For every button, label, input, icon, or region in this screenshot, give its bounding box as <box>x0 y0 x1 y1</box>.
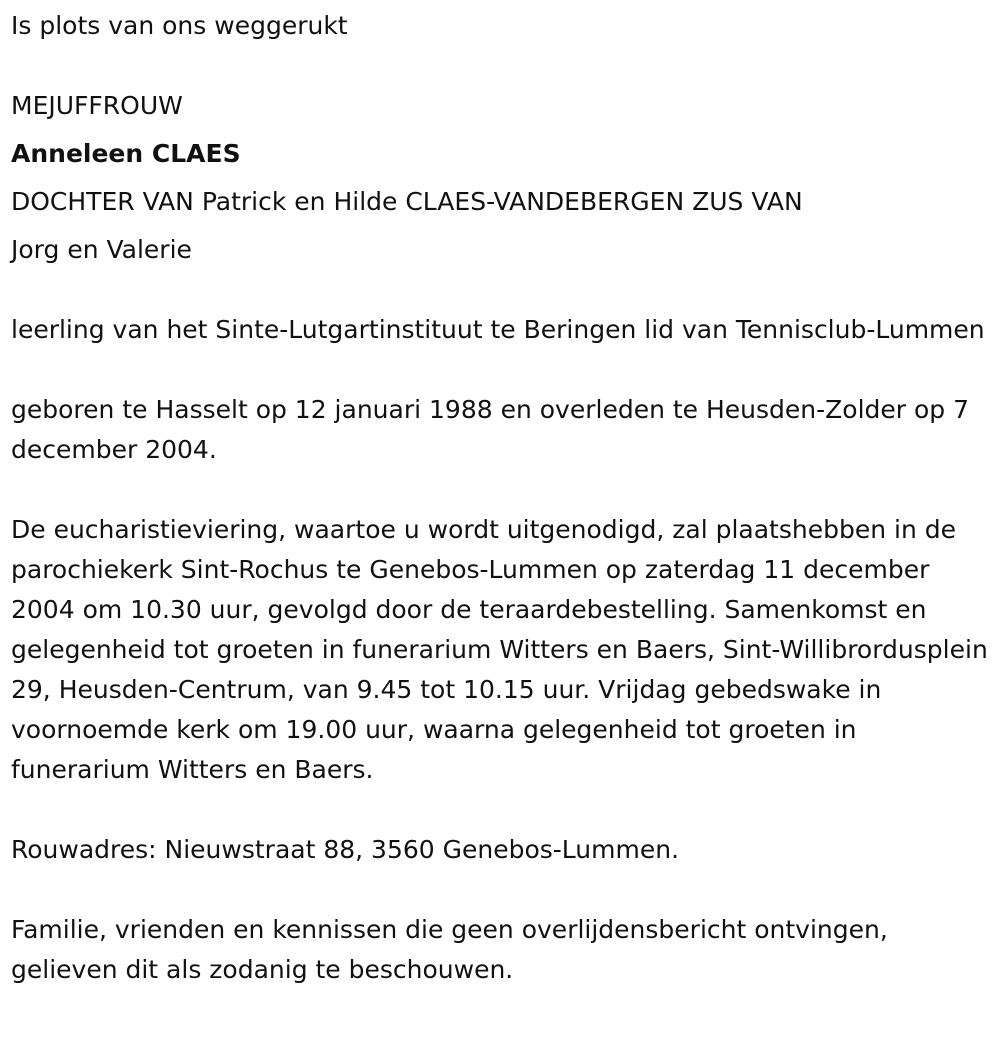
mourning-address: Rouwadres: Nieuwstraat 88, 3560 Genebos-Lummen. <box>11 835 680 864</box>
obituary-notice <box>11 6 991 990</box>
birth-death-paragraph: geboren te Hasselt op 12 januari 1988 en overleden te Heusden-Zolder op 7 december 2004. <box>11 395 970 464</box>
closing-paragraph: Familie, vrienden en kennissen die geen overlijdensbericht ontvingen, gelieven dit als zodanig te beschouwen. <box>11 915 888 984</box>
ceremony-paragraph: De eucharistieviering, waartoe u wordt uitgenodigd, zal plaatshebben in de parochiekerk Sint-Rochus te Genebos-Lummen op zaterdag 11 december 2004 om 10.30 uur, gevolgd door de teraardebestelling. Samenkomst en gelegenheid tot groeten in funerarium Witters en Baers, Sint-Willibrordusplein 29, Heusden-Centrum, van 9.45 tot 10.15 uur. Vrijdag gebedswake in voornoemde kerk om 19.00 uur, waarna gelegenheid tot groeten in funerarium Witters en Baers. <box>11 515 988 784</box>
spacer <box>11 870 991 910</box>
intro-line: Is plots van ons weggerukt <box>11 11 348 40</box>
parents-line: DOCHTER VAN Patrick en Hilde CLAES-VANDEBERGEN ZUS VAN <box>11 187 803 216</box>
spacer <box>11 350 991 390</box>
spacer <box>11 790 991 830</box>
title-prefix: MEJUFFROUW <box>11 91 183 120</box>
spacer <box>11 46 991 86</box>
deceased-name: Anneleen CLAES <box>11 139 241 168</box>
spacer <box>11 270 991 310</box>
school-paragraph: leerling van het Sinte-Lutgartinstituut te Beringen lid van Tennisclub-Lummen <box>11 315 985 344</box>
siblings-line: Jorg en Valerie <box>11 235 192 264</box>
spacer <box>11 470 991 510</box>
